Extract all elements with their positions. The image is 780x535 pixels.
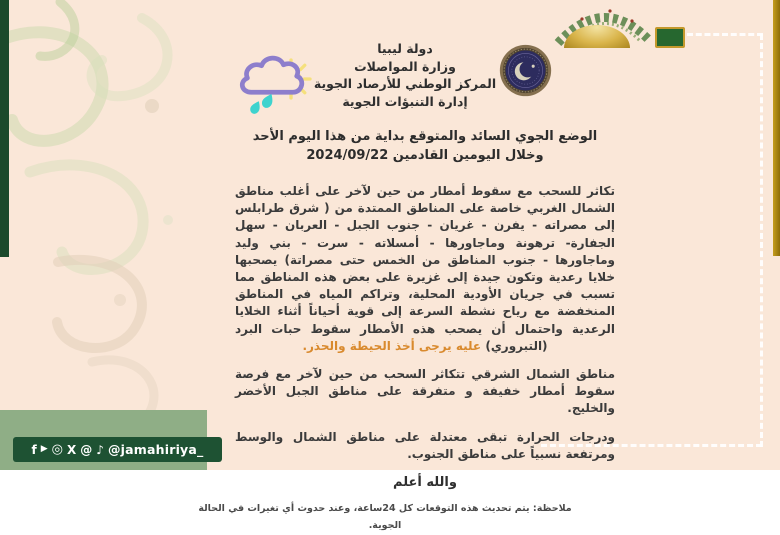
met-center-logo <box>499 44 552 97</box>
title-line2 <box>235 146 615 165</box>
org-line-ministry: وزارة المواصلات <box>354 58 456 74</box>
forecast-body <box>198 183 615 535</box>
forecast-northwest-text: تكاثر للسحب مع سقوط أمطار من حين لآخر على أغلب مناطق الشمال الغربي خاصة على المناطق الممتدة من ( شرق طرابلس إلى مصراته - يفرن - غريان - جنوب الجبل - العربان - سهل الجفارة- ترهونة وماجاورها - أمسلاته - سرت - بني وليد وماجاورها - جنوب المناطق من الخمس حتى مصراتة) يصحبها خلايا رعدية وتكون جيدة إلى غزيرة على بعض هذه المناطق مما تسبب في جريان الأودية المحلية، وتراكم المياه في المناطق المنخفضة مع رياح نشطة السرعة إلى قوية أحياناً أثناء الخلايا الرعدية واحتمال أن يصحب هذه الأمطار سقوط حبات البرد (التبروري) <box>235 184 615 353</box>
cloud-rain-sun-icon <box>236 44 310 114</box>
left-green-accent-bar <box>0 0 9 257</box>
dashed-border-top <box>687 33 763 36</box>
closing-phrase: والله أعلم <box>393 475 457 491</box>
tiktok-icon[interactable]: ♪ <box>96 442 104 457</box>
instagram-icon[interactable]: ◎ <box>51 442 63 457</box>
social-handle: @jamahiriya_ <box>107 442 204 457</box>
dashed-border-right <box>760 34 763 447</box>
caution-warning-text: عليه يرجى أخذ الحيطة والحذر. <box>302 338 482 353</box>
youtube-icon[interactable]: ▶ <box>40 444 48 454</box>
forecast-paragraph-northwest <box>235 183 615 355</box>
update-note: ملاحظة: يتم تحديث هذه التوقعات كل 24ساعة، وعند حدوث أي تغيرات في الحالة الجوية. <box>198 503 572 532</box>
title-line2-text: وخلال اليومين القادمين <box>392 148 544 163</box>
title-date: 2024/09/22 <box>306 148 389 163</box>
forecast-paragraph-temperature: ودرجات الحرارة تبقى معتدلة على مناطق الشمال والوسط ومرتفعة نسبياً على مناطق الجنوب. <box>235 429 615 461</box>
green-flag-ornament <box>655 27 685 48</box>
calligraphy-watermark <box>0 0 235 470</box>
right-gold-accent-bar <box>773 0 780 256</box>
title-line1: الوضع الجوي السائد والمتوقع بداية من هذا اليوم الأحد <box>252 129 598 144</box>
org-line-center: المركز الوطني للأرصاد الجوية <box>313 76 497 91</box>
facebook-icon[interactable]: f <box>31 442 37 457</box>
threads-icon[interactable]: @ <box>80 442 93 457</box>
org-header <box>302 40 508 110</box>
bulletin-title <box>235 127 615 165</box>
org-line-country: دولة ليبيا <box>377 41 433 56</box>
x-icon[interactable]: X <box>67 442 77 457</box>
org-line-department: إدارة التنبؤات الجوية <box>342 93 468 109</box>
social-media-banner[interactable] <box>13 437 222 462</box>
forecast-paragraph-northeast: مناطق الشمال الشرقي تتكاثر السحب من حين لآخر مع فرصة سقوط أمطار خفيفة و متفرقة على مناطق الجبل الأخضر والخليج. <box>235 367 615 416</box>
